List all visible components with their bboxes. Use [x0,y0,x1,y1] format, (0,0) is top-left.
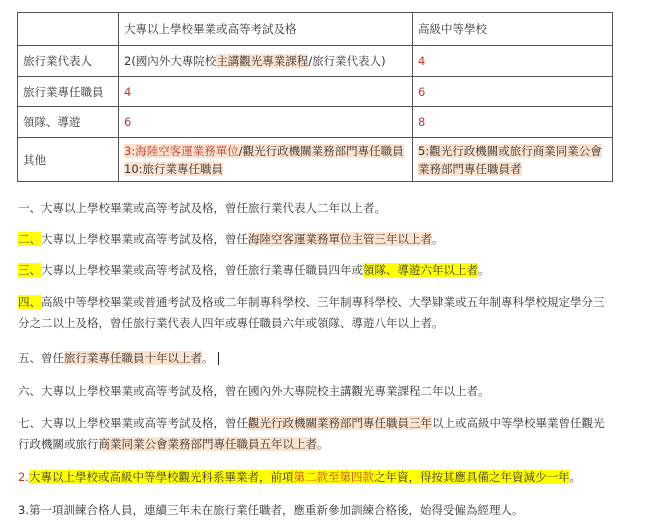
paragraph-9: 3.第一項訓練合格人員，連續三年未在旅行業任職者，應重新參加訓練合格後，始得受僱為經理人。 [18,503,524,517]
paragraph-4: 四、高級中等學校畢業或普通考試及格或二年制專科學校、三年制專科學校、大學肄業或五年制專科學校規定學分三 分之二以上及格，曾任旅行業代表人四年或專任職員六年或領隊、導遊八年以上者。 [18,295,605,330]
table-row [18,46,613,77]
paragraph-8: 2.大專以上學校或高級中等學校觀光科系畢業者，前項第二款至第四款之年資，得按其應具備之年資減少一年。 [18,470,581,484]
paragraph-3: 三、大專以上學校畢業或高等考試及格，曾任旅行業專任職員四年或領隊、導遊六年以上者。 [18,263,490,277]
row-label: 旅行業專任職員 [18,77,119,107]
cell-highschool: 4 [413,46,613,77]
cell-college: 3:海陸空客運業務單位/觀光行政機關業務部門專任職員 10:旅行業專任職員 [119,138,413,182]
table-row [18,138,613,182]
cell-college: 6 [119,107,413,138]
cell-college: 4 [119,77,413,107]
paragraph-6: 六、大專以上學校畢業或高等考試及格，曾在國內外大專院校主講觀光專業課程二年以上者。 [18,384,490,398]
paragraph-7: 七、大專以上學校畢業或高等考試及格，曾任觀光行政機關業務部門專任職員三年以上或高級中等學校畢業曾任觀光 行政機關或旅行商業同業公會業務部門專任職員五年以上者。 [18,416,605,451]
qualification-table [17,12,613,182]
header-cell-highschool: 高級中等學校 [413,13,613,46]
paragraph-2: 二、大專以上學校畢業或高等考試及格，曾任海陸空客運業務單位主管三年以上者。 [18,232,444,246]
paragraph-5: 五、曾任旅行業專任職員十年以上者。 [18,348,219,369]
row-label: 領隊、導遊 [18,107,119,138]
cell-highschool: 5:觀光行政機關或旅行商業同業公會 業務部門專任職員者 [413,138,613,182]
header-cell-empty [18,13,119,46]
table-row [18,107,613,138]
cell-highschool: 8 [413,107,613,138]
cell-college: 2(國內外大專院校主講觀光專業課程/旅行業代表人) [119,46,413,77]
row-label: 其他 [18,138,119,182]
table-header-row [18,13,613,46]
header-cell-college: 大專以上學校畢業或高等考試及格 [119,13,413,46]
paragraph-1: 一、大專以上學校畢業或高等考試及格，曾任旅行業代表人二年以上者。 [18,201,386,215]
cell-highschool: 6 [413,77,613,107]
text-cursor [218,352,219,365]
row-label: 旅行業代表人 [18,46,119,77]
table-row [18,77,613,107]
